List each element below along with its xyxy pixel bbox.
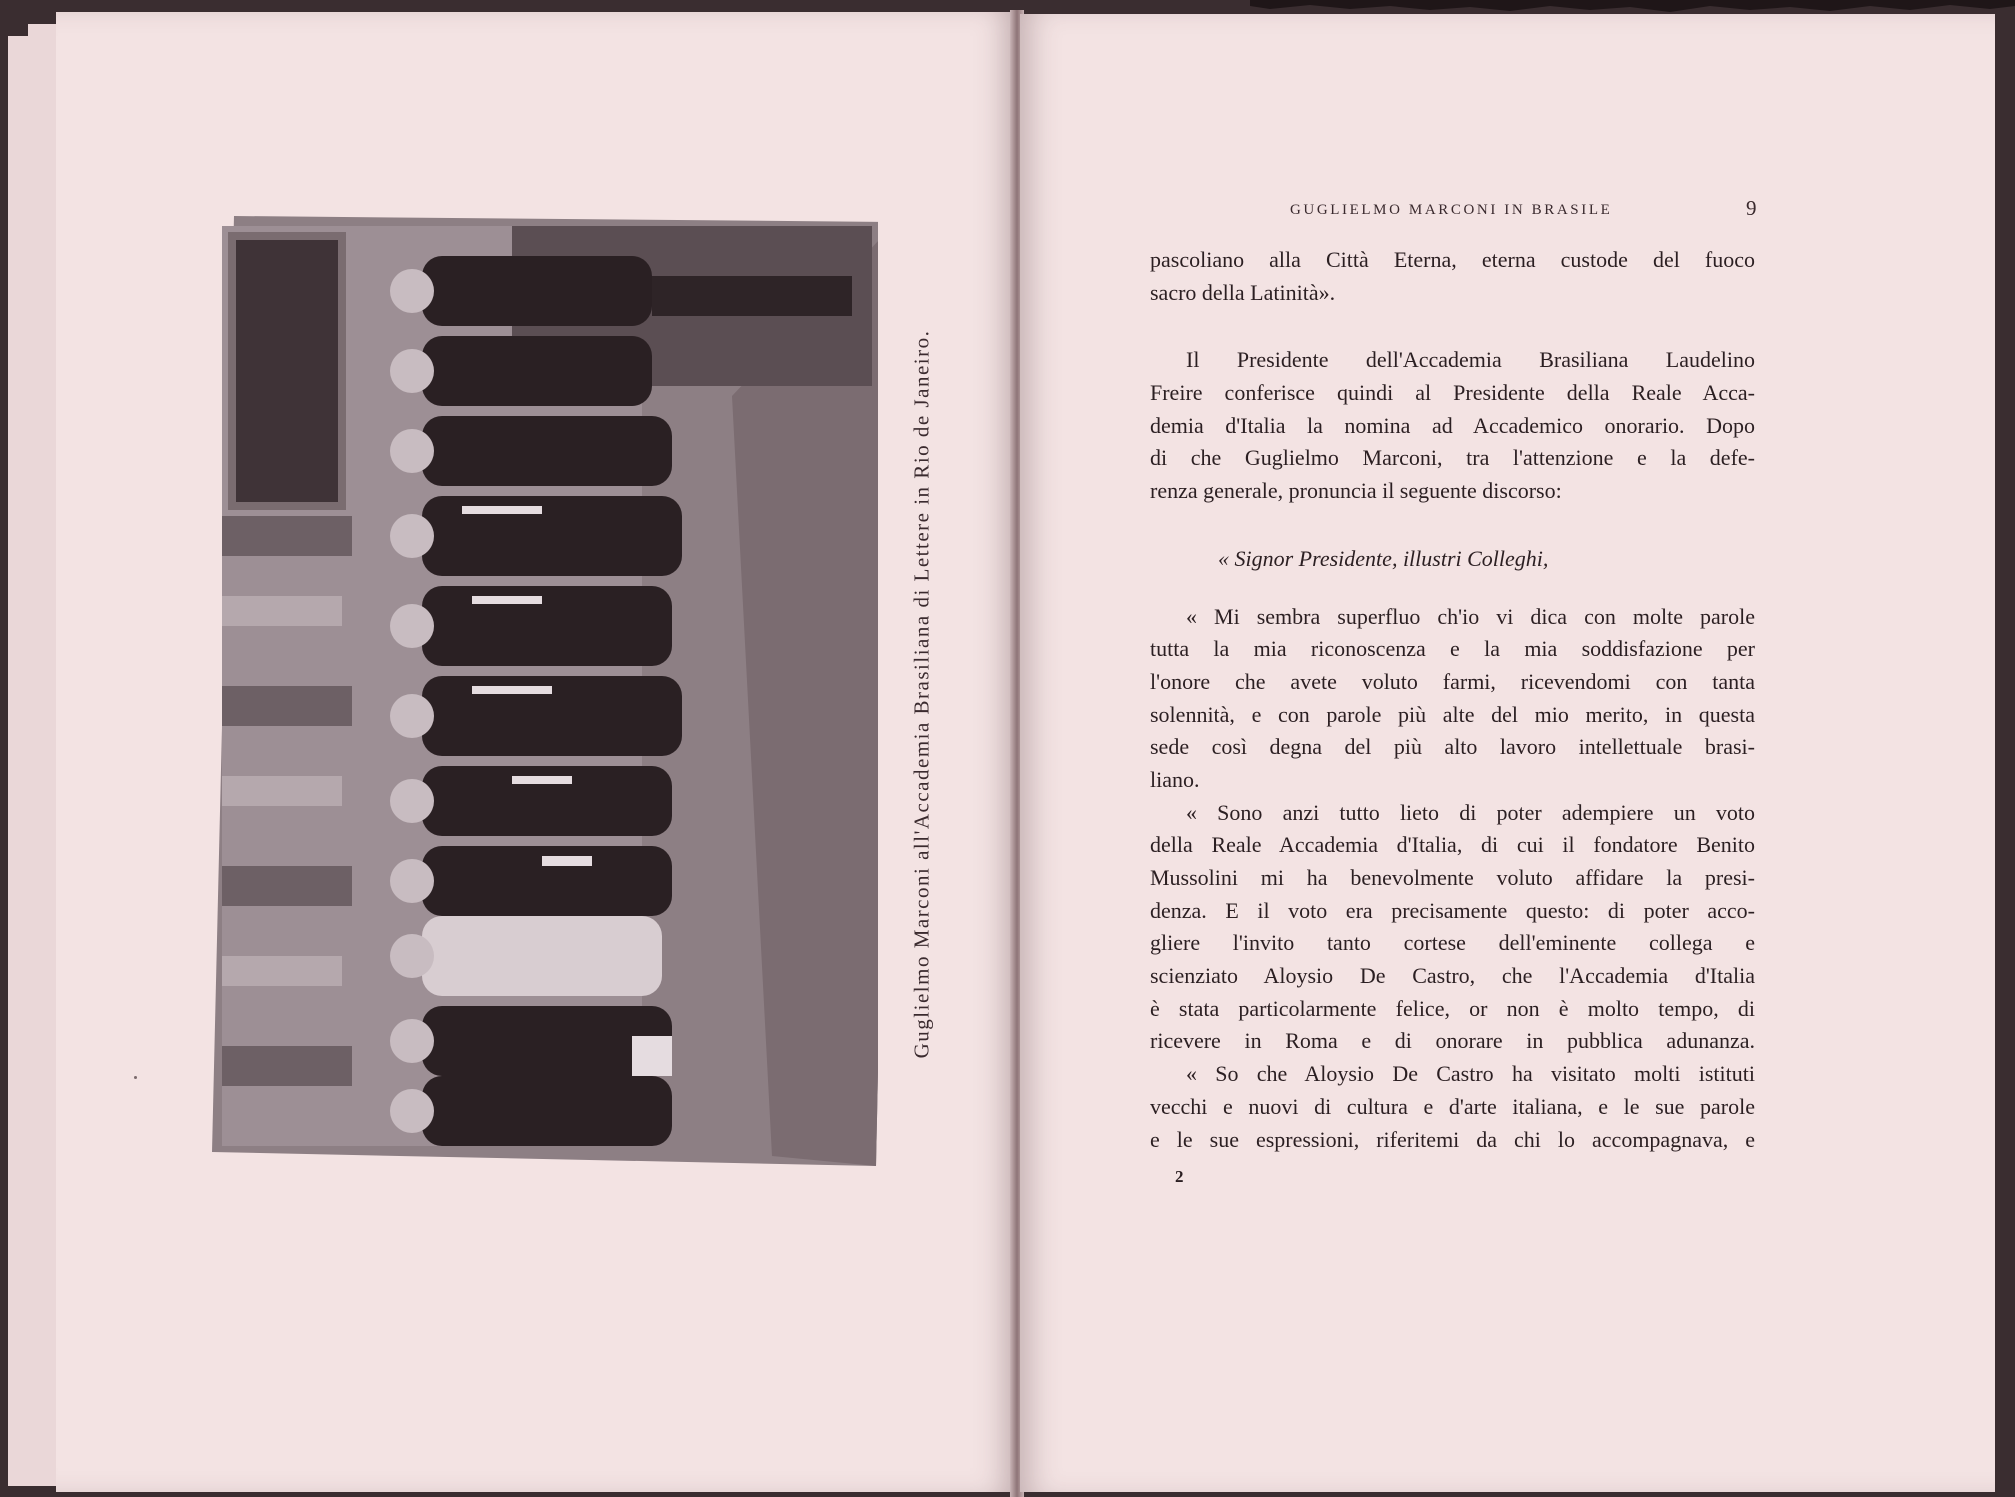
text-line: « So che Aloysio De Castro ha visitato molti istituti bbox=[1186, 1061, 1755, 1087]
text-line: Mussolini mi ha benevolmente voluto affidare la presi- bbox=[1150, 865, 1755, 890]
text-line: vecchi e nuovi di cultura e d'arte italiana, e le sue parole bbox=[1150, 1093, 1755, 1119]
group-photograph-icon bbox=[212, 216, 878, 1166]
paragraph-gap bbox=[1150, 309, 1755, 344]
photo-caption: Guglielmo Marconi all'Accademia Brasiliana di Lettere in Rio de Janeiro. bbox=[909, 329, 934, 1059]
paragraph-gap bbox=[1150, 576, 1755, 601]
running-head: GUGLIELMO MARCONI IN BRASILE bbox=[1290, 202, 1613, 218]
salutation-line: « Signor Presidente, illustri Colleghi, bbox=[1218, 545, 1549, 571]
text-line: demia d'Italia la nomina ad Accademico onorario. Dopo bbox=[1150, 412, 1755, 438]
text-line: ricevere in Roma e di onorare in pubblica adunanza. bbox=[1150, 1028, 1755, 1054]
text-line: scienziato Aloysio De Castro, che l'Accademia d'Italia bbox=[1150, 963, 1755, 989]
text-line: sacro della Latinità». bbox=[1150, 279, 1336, 305]
text-line: « Sono anzi tutto lieto di poter adempiere un voto bbox=[1186, 799, 1755, 825]
text-line: di che Guglielmo Marconi, tra l'attenzione e la defe- bbox=[1150, 445, 1755, 471]
body-text bbox=[1150, 244, 1755, 1156]
paragraph-gap bbox=[1150, 508, 1755, 543]
text-line: è stata particolarmente felice, or non è molto tempo, di bbox=[1150, 995, 1755, 1021]
text-line: Freire conferisce quindi al Presidente della Reale Acca- bbox=[1150, 380, 1755, 406]
text-line: denza. E il voto era precisamente questo: di poter acco- bbox=[1150, 897, 1755, 923]
text-line: della Reale Accademia d'Italia, di cui il fondatore Benito bbox=[1150, 832, 1755, 858]
text-line: Il Presidente dell'Accademia Brasiliana Laudelino bbox=[1186, 347, 1755, 373]
text-line: liano. bbox=[1150, 766, 1200, 792]
page-number: 9 bbox=[1746, 196, 1757, 220]
text-line: e le sue espressioni, riferitemi da chi lo accompagnava, e bbox=[1150, 1126, 1755, 1152]
text-line: l'onore che avete voluto farmi, ricevendomi con tanta bbox=[1150, 668, 1755, 694]
paper-speck bbox=[134, 1076, 137, 1079]
text-line: tutta la mia riconoscenza e la mia soddisfazione per bbox=[1150, 636, 1755, 662]
signature-mark: 2 bbox=[1175, 1167, 1184, 1186]
text-line: renza generale, pronuncia il seguente discorso: bbox=[1150, 478, 1562, 504]
text-line: gliere l'invito tanto cortese dell'eminente collega e bbox=[1150, 930, 1755, 956]
text-line: solennità, e con parole più alte del mio merito, in questa bbox=[1150, 701, 1755, 727]
text-line: pascoliano alla Città Eterna, eterna custode del fuoco bbox=[1150, 247, 1755, 272]
text-line: « Mi sembra superfluo ch'io vi dica con molte parole bbox=[1186, 603, 1755, 629]
group-photograph bbox=[212, 216, 878, 1166]
torn-edge bbox=[1250, 0, 2015, 16]
text-line: sede così degna del più alto lavoro intellettuale brasi- bbox=[1150, 734, 1755, 760]
